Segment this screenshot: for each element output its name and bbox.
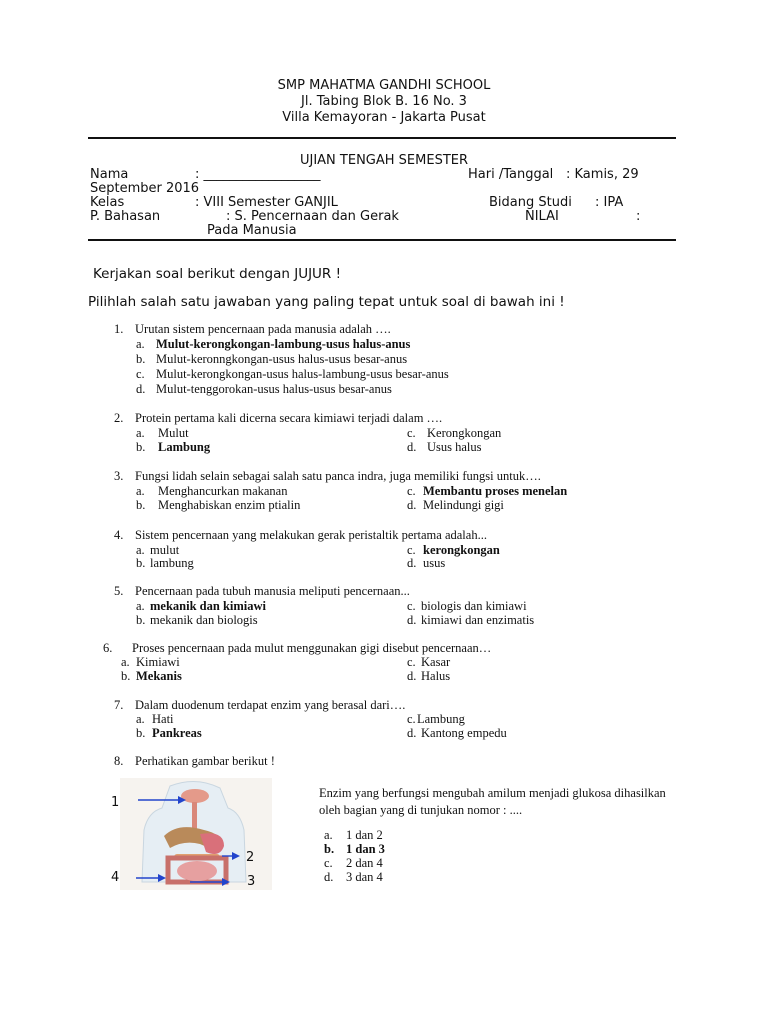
- q8-question-line-1: Enzim yang berfungsi mengubah amilum menjadi glukosa dihasilkan: [319, 786, 666, 800]
- question-number: 6.: [103, 641, 113, 655]
- option-letter: a.: [136, 426, 145, 440]
- option-letter: c.: [407, 655, 416, 669]
- question-text: Urutan sistem pencernaan pada manusia adalah ….: [135, 322, 391, 336]
- q8-question-line-2: oleh bagian yang di tunjukan nomor : ....: [319, 803, 523, 817]
- option-letter: a.: [136, 543, 145, 557]
- option-letter: d.: [407, 613, 417, 627]
- small-intestine-organ: [177, 861, 217, 881]
- option-letter: c.: [324, 856, 333, 870]
- option-letter: c.: [136, 367, 145, 381]
- option-letter: a.: [121, 655, 130, 669]
- option-letter: b.: [324, 842, 335, 856]
- option-letter: b.: [136, 613, 146, 627]
- diagram-label-2: 2: [246, 850, 255, 865]
- option-text: Mulut-kerongkongan-usus halus-lambung-usus besar-anus: [156, 367, 449, 381]
- option-text: usus: [423, 556, 446, 570]
- question-number: 7.: [114, 698, 124, 712]
- diagram-label-3: 3: [247, 874, 256, 889]
- option-text: 3 dan 4: [346, 870, 383, 884]
- option-text: Lambung: [417, 712, 465, 726]
- question-text: Protein pertama kali dicerna secara kimiawi terjadi dalam ….: [135, 411, 443, 425]
- nilai-value: :: [636, 209, 641, 224]
- kelas-value: : VIII Semester GANJIL: [195, 195, 338, 210]
- school-address-2: Villa Kemayoran - Jakarta Pusat: [282, 110, 486, 125]
- option-text: Mulut-keronngkongan-usus halus-usus besar-anus: [156, 352, 408, 366]
- option-text-answer: Membantu proses menelan: [423, 484, 568, 498]
- info-divider: [88, 239, 676, 241]
- option-text: Usus halus: [427, 440, 482, 454]
- option-text: Melindungi gigi: [423, 498, 504, 512]
- option-text: Menghancurkan makanan: [158, 484, 288, 498]
- option-letter: b.: [136, 440, 146, 454]
- option-text-answer: Mulut-kerongkongan-lambung-usus halus-anus: [156, 337, 411, 351]
- option-text: Kerongkongan: [427, 426, 502, 440]
- option-text: lambung: [150, 556, 194, 570]
- bidang-value: : IPA: [595, 195, 624, 210]
- option-letter: c.: [407, 599, 416, 613]
- question-text: Sistem pencernaan yang melakukan gerak peristaltik pertama adalah...: [135, 528, 487, 542]
- option-letter: b.: [121, 669, 131, 683]
- diagram-label-1: 1: [111, 795, 120, 810]
- nilai-label: NILAI: [525, 209, 559, 224]
- option-letter: c.: [407, 426, 416, 440]
- bidang-label: Bidang Studi: [489, 195, 572, 210]
- option-letter: c.: [407, 543, 416, 557]
- option-letter: b.: [136, 352, 146, 366]
- kelas-label: Kelas: [90, 195, 125, 210]
- option-text: Mulut-tenggorokan-usus halus-usus besar-anus: [156, 382, 392, 396]
- option-letter: d.: [407, 440, 417, 454]
- option-letter: a.: [136, 599, 145, 613]
- hari-label: Hari /Tanggal: [468, 167, 554, 182]
- diagram-label-4: 4: [111, 870, 120, 885]
- header-divider: [88, 137, 676, 139]
- option-letter: b.: [136, 726, 146, 740]
- school-address-1: Jl. Tabing Blok B. 16 No. 3: [301, 94, 467, 109]
- question-number: 2.: [114, 411, 124, 425]
- option-text-answer: Pankreas: [152, 726, 202, 740]
- option-text: 1 dan 2: [346, 828, 383, 842]
- option-text: Mulut: [158, 426, 189, 440]
- question-text: Proses pencernaan pada mulut menggunakan gigi disebut pencernaan…: [132, 641, 492, 655]
- question-text: Pencernaan pada tubuh manusia meliputi pencernaan...: [135, 584, 410, 598]
- option-letter: d.: [407, 498, 417, 512]
- hari-value-cont: September 2016: [90, 181, 200, 196]
- option-letter: d.: [324, 870, 334, 884]
- option-text: mekanik dan biologis: [150, 613, 258, 627]
- instruction-choose: Pilihlah salah satu jawaban yang paling tepat untuk soal di bawah ini !: [88, 294, 565, 310]
- option-letter: c.: [407, 712, 416, 726]
- option-letter: a.: [136, 484, 145, 498]
- option-letter: a.: [324, 828, 333, 842]
- instruction-honesty: Kerjakan soal berikut dengan JUJUR !: [93, 266, 342, 282]
- option-text: biologis dan kimiawi: [421, 599, 527, 613]
- option-text: Kantong empedu: [421, 726, 507, 740]
- option-text-answer: Mekanis: [136, 669, 182, 683]
- question-number: 3.: [114, 469, 124, 483]
- nama-field: : __________________: [195, 167, 321, 182]
- bahasan-value-cont: Pada Manusia: [207, 223, 297, 238]
- question-number: 5.: [114, 584, 124, 598]
- question-text: Fungsi lidah selain sebagai salah satu panca indra, juga memiliki fungsi untuk….: [135, 469, 541, 483]
- option-text-answer: kerongkongan: [423, 543, 500, 557]
- bahasan-value: : S. Pencernaan dan Gerak: [226, 209, 399, 224]
- option-text-answer: 1 dan 3: [346, 842, 385, 856]
- option-letter: d.: [136, 382, 146, 396]
- exam-title: UJIAN TENGAH SEMESTER: [299, 153, 469, 168]
- option-letter: b.: [136, 498, 146, 512]
- question-text: Perhatikan gambar berikut !: [135, 754, 275, 768]
- question-number: 4.: [114, 528, 124, 542]
- option-letter: b.: [136, 556, 146, 570]
- question-number: 1.: [114, 322, 124, 336]
- hari-value: : Kamis, 29: [566, 167, 639, 182]
- option-letter: d.: [407, 556, 417, 570]
- bahasan-label: P. Bahasan: [90, 209, 161, 224]
- question-text: Dalam duodenum terdapat enzim yang berasal dari….: [135, 698, 406, 712]
- option-text: kimiawi dan enzimatis: [421, 613, 535, 627]
- mouth-organ: [181, 789, 209, 803]
- school-name: SMP MAHATMA GANDHI SCHOOL: [277, 78, 491, 93]
- question-number: 8.: [114, 754, 124, 768]
- option-text: mulut: [150, 543, 180, 557]
- option-letter: d.: [407, 726, 417, 740]
- option-text: Menghabiskan enzim ptialin: [158, 498, 301, 512]
- option-text: Kimiawi: [136, 655, 180, 669]
- option-letter: c.: [407, 484, 416, 498]
- option-letter: d.: [407, 669, 417, 683]
- option-text-answer: mekanik dan kimiawi: [150, 599, 267, 613]
- nama-label: Nama: [90, 167, 129, 182]
- option-text: Kasar: [421, 655, 451, 669]
- option-text-answer: Lambung: [158, 440, 211, 454]
- option-text: 2 dan 4: [346, 856, 383, 870]
- option-text: Hati: [152, 712, 174, 726]
- option-letter: a.: [136, 337, 145, 351]
- option-letter: a.: [136, 712, 145, 726]
- option-text: Halus: [421, 669, 451, 683]
